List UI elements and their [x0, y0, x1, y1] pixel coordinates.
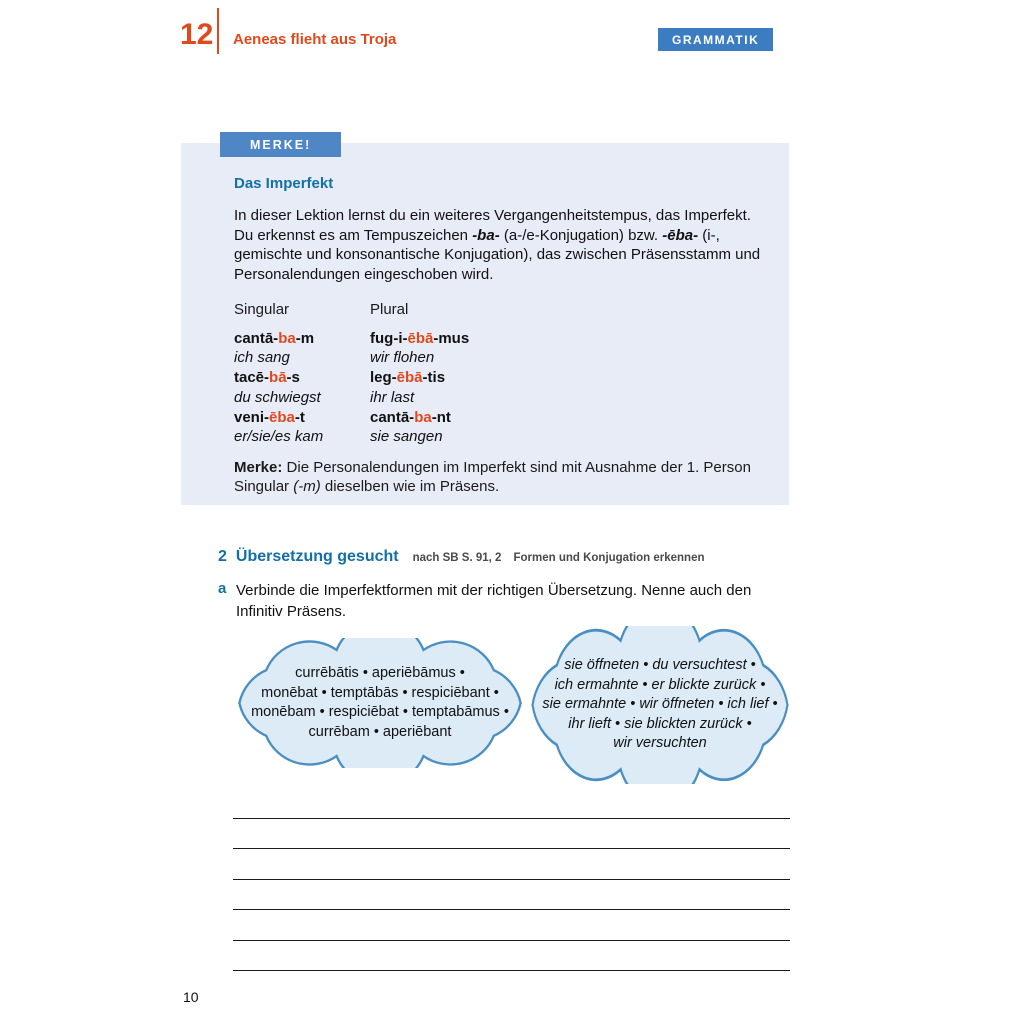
merke-note-italic: (-m) — [293, 478, 321, 496]
table-header-row — [234, 300, 765, 320]
form-ending: -m — [295, 329, 315, 347]
form-marker: ba — [414, 408, 432, 426]
latin-line: monēbam • respiciēbat • temptabāmus • — [251, 704, 509, 720]
form-stem: veni- — [234, 408, 270, 426]
form-translation: wir flohen — [370, 349, 435, 367]
form-marker: bā — [269, 369, 287, 387]
table-row — [234, 408, 765, 428]
answer-line — [233, 849, 790, 880]
answer-lines-area — [233, 788, 790, 971]
lesson-title: Aeneas flieht aus Troja — [233, 31, 397, 48]
german-translations-cloud — [524, 626, 796, 784]
exercise-heading — [218, 548, 704, 566]
table-row — [234, 368, 765, 388]
merke-note-text-1: Die Personalendungen im Imperfekt sind mit Ausnahme der 1. Person Singular — [234, 458, 751, 496]
form-marker: ēbā — [396, 369, 423, 387]
form-translation: du schwiegst — [234, 388, 321, 406]
form-translation: ich sang — [234, 349, 290, 367]
task-label-a: a — [218, 580, 227, 597]
form-translation: ihr last — [370, 388, 415, 406]
answer-line — [233, 788, 790, 819]
form-stem: leg- — [370, 369, 397, 387]
exercise-skill: Formen und Konjugation erkennen — [513, 552, 705, 564]
answer-line — [233, 819, 790, 850]
merke-box — [181, 143, 789, 505]
column-header-plural: Plural — [370, 301, 409, 318]
grammatik-badge: GRAMMATIK — [658, 28, 773, 51]
latin-forms-cloud — [230, 638, 530, 768]
form-ending: -s — [286, 369, 300, 387]
answer-line — [233, 941, 790, 972]
form-stem: cantā- — [370, 408, 415, 426]
intro-text-1: In dieser Lektion lernst du ein weiteres Vergangenheitstempus, das Imperfekt. Du erkennst es am Tempuszeichen — [234, 207, 751, 244]
form-translation: sie sangen — [370, 428, 443, 446]
merke-note-label: Merke: — [234, 458, 283, 476]
german-translations-text — [524, 626, 796, 784]
table-row — [234, 388, 765, 408]
form-ending: -mus — [433, 329, 470, 347]
german-line: ihr lieft • sie blickten zurück • — [568, 715, 752, 732]
column-header-singular: Singular — [234, 301, 290, 318]
german-line: sie öffneten • du versuchtest • — [564, 657, 756, 674]
intro-text-2: (a-/e-Konjugation) bzw. — [499, 226, 663, 244]
form-stem: fug-i- — [370, 329, 408, 347]
german-line: ich ermahnte • er blickte zurück • — [554, 676, 766, 693]
table-row — [234, 329, 765, 349]
form-ending: -tis — [422, 369, 446, 387]
answer-line — [233, 910, 790, 941]
form-stem: tacē- — [234, 369, 270, 387]
form-ending: -t — [294, 408, 305, 426]
answer-line — [233, 880, 790, 911]
table-row — [234, 427, 765, 447]
form-marker: ba — [278, 329, 296, 347]
intro-text-3: (i-, gemischte und konsonantische Konjugation), das zwischen Präsensstamm und Personalendungen eingeschoben wird. — [234, 226, 761, 283]
merke-intro-paragraph — [234, 206, 766, 284]
exercise-title: Übersetzung gesucht — [235, 548, 399, 565]
german-line: sie ermahnte • wir öffneten • ich lief • — [542, 696, 778, 713]
merke-box-title: Das Imperfekt — [234, 175, 334, 192]
lesson-number: 12 — [180, 18, 214, 51]
german-line: wir versuchten — [613, 735, 707, 752]
page-number: 10 — [183, 989, 199, 1005]
form-stem: cantā- — [234, 329, 279, 347]
tense-marker-ba: -ba- — [472, 226, 500, 244]
task-instruction: Verbinde die Imperfektformen mit der richtigen Übersetzung. Nenne auch den Infinitiv Präsens. — [236, 582, 752, 620]
header-divider — [217, 8, 219, 54]
merke-note-text-2: dieselben wie im Präsens. — [320, 478, 500, 496]
imperfect-forms-table — [234, 300, 765, 447]
form-translation: er/sie/es kam — [234, 428, 324, 446]
latin-line: currēbātis • aperiēbāmus • — [295, 665, 465, 681]
form-marker: ēbā — [407, 329, 434, 347]
latin-line: currēbam • aperiēbant — [308, 723, 452, 740]
table-row — [234, 348, 765, 368]
latin-line: monēbat • temptābās • respiciēbant • — [261, 684, 499, 701]
form-ending: -nt — [431, 408, 451, 426]
merke-note — [234, 458, 774, 497]
latin-forms-text — [230, 638, 530, 768]
exercise-number: 2 — [218, 548, 227, 565]
exercise-reference: nach SB S. 91, 2 — [412, 552, 502, 564]
tense-marker-eba: -ēba- — [662, 226, 699, 244]
form-marker: ēba — [269, 408, 295, 426]
merke-tab: MERKE! — [220, 132, 341, 157]
